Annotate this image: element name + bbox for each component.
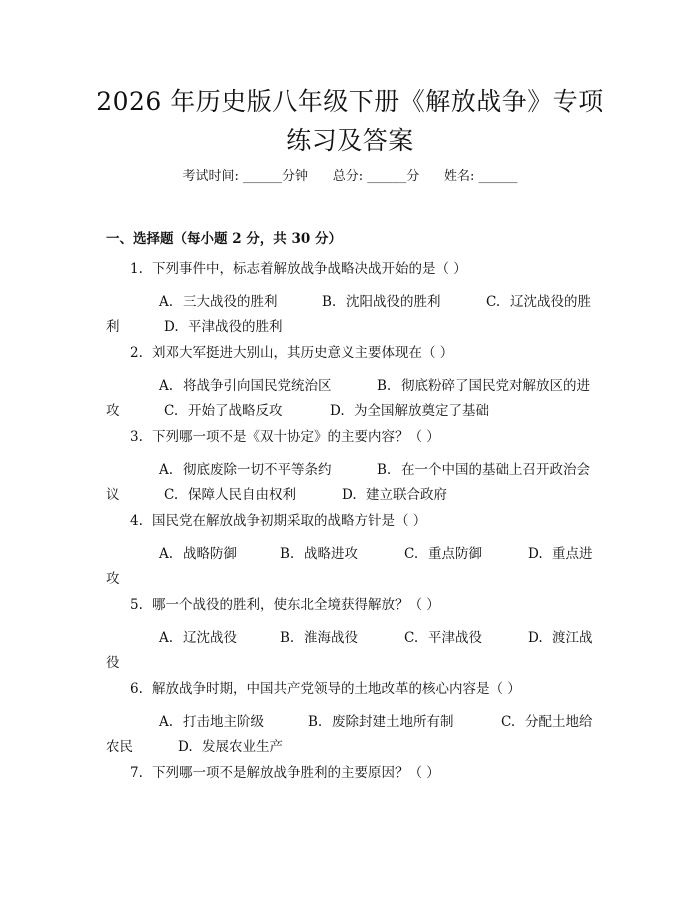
document-title xyxy=(60,82,640,160)
option-d-wrap: 攻 xyxy=(106,571,120,587)
question-6 xyxy=(130,679,521,699)
question-1-options xyxy=(106,290,590,340)
option-c: C. 保障人民自由权利 xyxy=(164,487,296,503)
question-5 xyxy=(130,595,440,615)
question-number: 2. xyxy=(130,345,143,361)
option-d-wrap: 役 xyxy=(106,655,120,671)
question-number: 3. xyxy=(130,429,143,445)
question-2-options xyxy=(106,374,590,424)
option-a: A. 战略防御 xyxy=(159,546,237,562)
question-4 xyxy=(130,511,426,531)
option-a: A. 打击地主阶级 xyxy=(159,714,264,730)
option-b-wrap: 议 xyxy=(106,487,120,503)
question-3-options xyxy=(106,458,590,508)
question-text: 解放战争时期，中国共产党领导的土地改革的核心内容是（ ） xyxy=(152,681,521,697)
option-b-wrap: 攻 xyxy=(106,403,120,419)
question-text: 下列事件中，标志着解放战争战略决战开始的是（ ） xyxy=(152,261,467,277)
question-6-options xyxy=(106,710,593,760)
option-d: D. 为全国解放奠定了基础 xyxy=(330,403,489,419)
question-1 xyxy=(130,259,467,279)
question-number: 7. xyxy=(130,765,143,781)
option-c-wrap: 利 xyxy=(106,319,120,335)
question-text: 刘邓大军挺进大别山，其历史意义主要体现在（ ） xyxy=(152,345,454,361)
title-line-1: 2026 年历史版八年级下册《解放战争》专项 xyxy=(96,87,604,116)
question-number: 1. xyxy=(130,261,143,277)
question-number: 5. xyxy=(130,597,143,613)
question-number: 4. xyxy=(130,513,143,529)
option-d: D. 建立联合政府 xyxy=(342,487,447,503)
title-line-2: 练习及答案 xyxy=(286,126,414,155)
question-2 xyxy=(130,343,453,363)
question-text: 下列哪一项不是解放战争胜利的主要原因？（ ） xyxy=(152,765,440,781)
option-c: C. 开始了战略反攻 xyxy=(164,403,283,419)
question-7 xyxy=(130,763,440,783)
question-text: 国民党在解放战争初期采取的战略方针是（ ） xyxy=(152,513,427,529)
option-d: D. 发展农业生产 xyxy=(178,739,283,755)
option-c-wrap: 农民 xyxy=(106,739,133,755)
option-b: B. 沈阳战役的胜利 xyxy=(322,294,441,310)
option-d: D. 重点进 xyxy=(528,546,593,562)
section-heading-multiple-choice: 一、选择题（每小题 2 分，共 30 分） xyxy=(106,231,342,247)
option-b: B. 彻底粉碎了国民党对解放区的进 xyxy=(377,378,590,394)
option-d: D. 渡江战 xyxy=(528,630,593,646)
question-5-options xyxy=(106,626,593,676)
question-text: 哪一个战役的胜利，使东北全境获得解放？（ ） xyxy=(152,597,440,613)
option-b: B. 战略进攻 xyxy=(280,546,358,562)
option-d: D. 平津战役的胜利 xyxy=(164,319,283,335)
option-b: B. 在一个中国的基础上召开政治会 xyxy=(377,462,590,478)
question-3 xyxy=(130,427,440,447)
option-a: A. 辽沈战役 xyxy=(159,630,237,646)
option-c: C. 分配土地给 xyxy=(501,714,593,730)
exam-info-line: 考试时间: ______分钟 总分: ______分 姓名: ______ xyxy=(182,169,518,184)
option-a: A. 彻底废除一切不平等条约 xyxy=(159,462,332,478)
option-a: A. 将战争引向国民党统治区 xyxy=(159,378,332,394)
option-c: C. 辽沈战役的胜 xyxy=(486,294,591,310)
question-text: 下列哪一项不是《双十协定》的主要内容？（ ） xyxy=(152,429,440,445)
question-number: 6. xyxy=(130,681,143,697)
option-b: B. 废除封建土地所有制 xyxy=(308,714,454,730)
option-a: A. 三大战役的胜利 xyxy=(159,294,278,310)
option-c: C. 重点防御 xyxy=(404,546,482,562)
option-c: C. 平津战役 xyxy=(404,630,482,646)
option-b: B. 淮海战役 xyxy=(280,630,358,646)
question-4-options xyxy=(106,542,593,592)
